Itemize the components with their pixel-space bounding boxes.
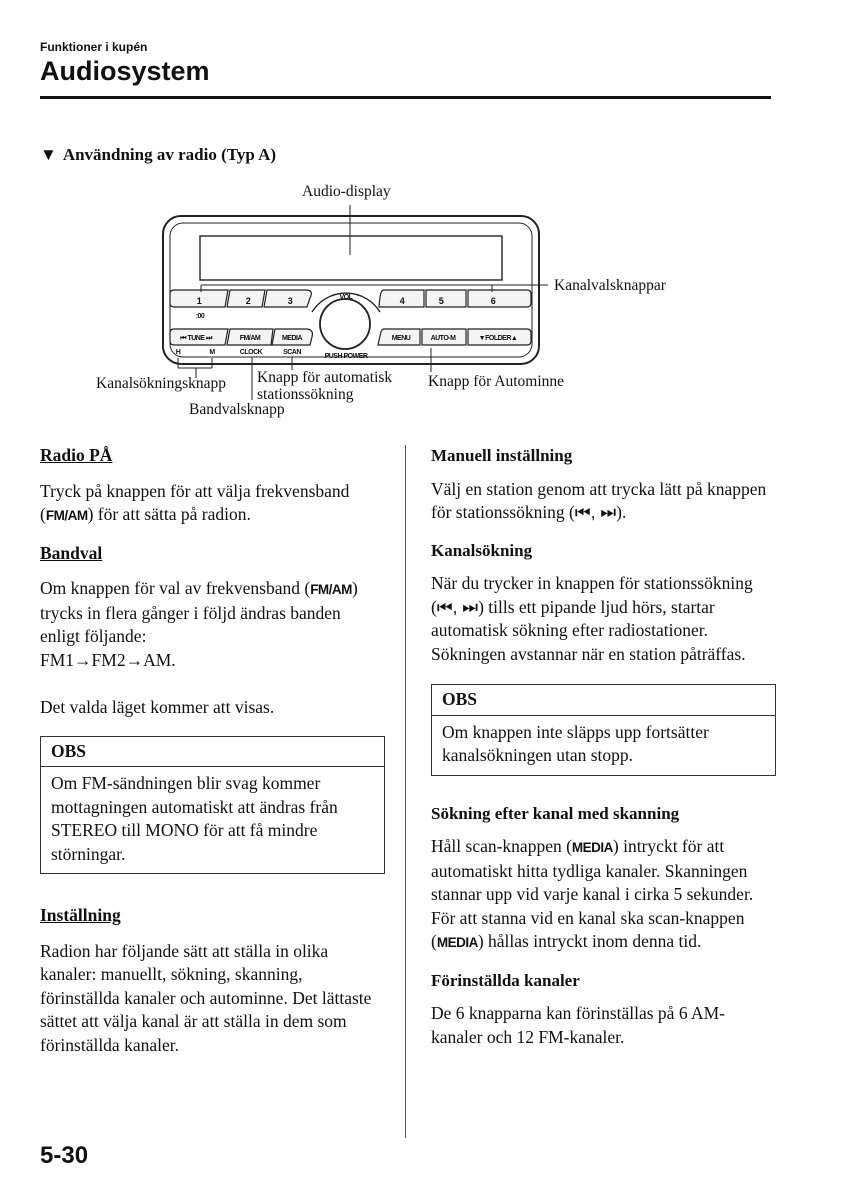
- obs-box-left: [40, 736, 385, 875]
- auto-m-button-label: AUTO-M: [430, 335, 456, 342]
- page-title: Audiosystem: [40, 56, 210, 86]
- heading-tuning: Inställning: [40, 905, 121, 925]
- obs-box-right: [431, 684, 776, 776]
- callout-auto-scan-line1: Knapp för automatisk: [257, 369, 393, 386]
- text: Håll scan-knappen (: [431, 836, 572, 856]
- callout-auto-scan-line2: stationssökning: [257, 386, 354, 403]
- obs-title: OBS: [41, 737, 384, 768]
- seek-symbols: ⏮, ⏭: [574, 502, 617, 522]
- obs-body: Om FM-sändningen blir svag kommer mottagningen automatiskt att ändras från STEREO till MONO för att få mindre störningar.: [51, 773, 338, 864]
- preset-button-5[interactable]: [426, 290, 466, 307]
- preset-3-label: 3: [287, 296, 293, 306]
- heading-preset: Förinställda kanaler: [431, 970, 580, 990]
- volume-knob[interactable]: [320, 299, 370, 349]
- column-divider: [405, 445, 406, 1138]
- paragraph-seek: [431, 572, 776, 666]
- paragraph-manual: [431, 478, 776, 525]
- text: Om knappen för val av frekvensband (: [40, 578, 311, 598]
- callout-auto-memory-button: Knapp för Autominne: [428, 373, 565, 390]
- paragraph-tuning: Radion har följande sätt att ställa in olika kanaler: manuellt, sökning, skanning, förinställda kanaler och autominne. Det lättaste sättet att välja kanal är att ställa in dem som förinställda kanaler.: [40, 940, 372, 1055]
- preset-5-label: 5: [438, 296, 444, 306]
- header-category: Funktioner i kupén: [40, 40, 148, 54]
- section-title-text: Användning av radio (Typ A): [62, 145, 277, 164]
- paragraph-band-note: Det valda läget kommer att visas.: [40, 697, 275, 717]
- clock-label: CLOCK: [239, 349, 263, 356]
- time-label: :00: [195, 313, 205, 320]
- paragraph-preset: De 6 knapparna kan förinställas på 6 AM-kanaler och 12 FM-kanaler.: [431, 1003, 726, 1047]
- text: ) tills ett pipande ljud hörs, startar automatisk sökning efter radiostationer. Sökningen avstannar när en station påträffas.: [431, 596, 746, 664]
- callout-channel-buttons: Kanalvalsknappar: [554, 277, 666, 294]
- callout-audio-display: Audio-display: [302, 183, 391, 200]
- page-number: 5-30: [40, 1142, 89, 1169]
- heading-band: Bandval: [40, 542, 103, 563]
- tune-button-label: ⏮ TUNE ⏭: [180, 335, 212, 342]
- heading-manual: Manuell inställning: [431, 446, 573, 465]
- left-column: [40, 444, 385, 1071]
- callout-seek-button: Kanalsökningsknapp: [96, 375, 227, 392]
- text: ) intryckt för att automatiskt hitta tydliga kanaler. Skanningen stannar upp vid varje kanal i cirka 5 sekunder. För att stanna vid en kanal ska scan-knappen (: [431, 836, 754, 951]
- text: Tryck på knappen för att välja frekvensband (: [40, 480, 350, 524]
- right-column: [431, 444, 776, 1063]
- preset-button-6[interactable]: [468, 290, 531, 307]
- text: ).: [616, 502, 627, 522]
- text: ) hållas intryckt inom denna tid.: [477, 931, 702, 951]
- folder-button-label: ▼FOLDER▲: [478, 335, 518, 342]
- media-button-label: MEDIA: [281, 335, 303, 342]
- vol-label: VOL: [339, 294, 353, 301]
- text: Välj en station genom att trycka lätt på knappen för stationssökning (: [431, 478, 767, 522]
- band-sequence: FM1→FM2→AM.: [40, 649, 176, 670]
- h-label: H: [175, 349, 181, 356]
- text: När du trycker in knappen för stationssökning (: [431, 573, 753, 617]
- callout-band-button: Bandvalsknapp: [189, 401, 285, 418]
- paragraph-radio-on: [40, 480, 385, 528]
- heading-seek: Kanalsökning: [431, 540, 533, 560]
- heading-scan: Sökning efter kanal med skanning: [431, 803, 680, 823]
- preset-1-label: 1: [196, 296, 202, 306]
- media-inline-label: MEDIA: [571, 840, 613, 855]
- fmam-inline-label: FM/AM: [45, 508, 88, 523]
- preset-2-label: 2: [245, 296, 251, 306]
- m-label: M: [209, 349, 215, 356]
- preset-4-label: 4: [399, 296, 405, 306]
- radio-panel-diagram: [0, 0, 845, 440]
- paragraph-band: [40, 577, 385, 672]
- triangle-marker-icon: ▼: [40, 145, 57, 164]
- preset-6-label: 6: [490, 296, 496, 306]
- text: ) för att sätta på radion.: [87, 504, 251, 524]
- fmam-inline-label: FM/AM: [310, 582, 352, 597]
- audio-display-screen: [200, 236, 502, 280]
- paragraph-scan: [431, 835, 776, 955]
- media-inline-label: MEDIA: [436, 935, 478, 950]
- seek-symbols: ⏮, ⏭: [436, 596, 479, 617]
- menu-button-label: MENU: [391, 335, 411, 342]
- push-power-label: PUSH POWER: [324, 353, 368, 360]
- obs-body: Om knappen inte släpps upp fortsätter kanalsökningen utan stopp.: [442, 721, 709, 765]
- scan-label: SCAN: [283, 349, 301, 356]
- heading-radio-on: Radio PÅ: [40, 445, 113, 465]
- obs-title: OBS: [432, 685, 775, 716]
- text: ) trycks in flera gånger i följd ändras banden enligt följande:: [40, 578, 358, 646]
- fmam-button-label: FM/AM: [239, 335, 261, 342]
